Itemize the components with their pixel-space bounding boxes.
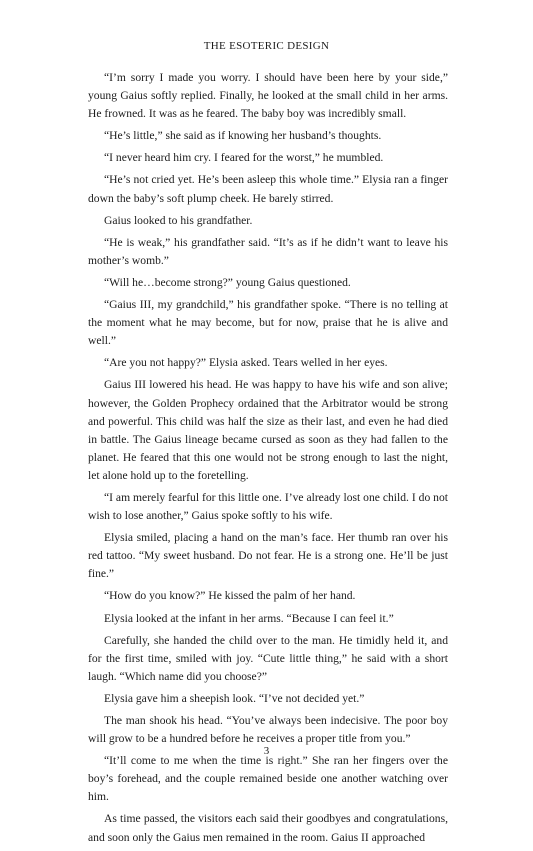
paragraph: “He’s little,” she said as if knowing her husband’s thoughts.	[104, 129, 382, 143]
paragraph: Gaius looked to his grandfather.	[104, 213, 253, 227]
running-head: THE ESOTERIC DESIGN	[203, 40, 330, 52]
paragraph: “How do you know?” He kissed the palm of her hand.	[104, 589, 356, 603]
paragraph: Elysia looked at the infant in her arms. “Because I can feel it.”	[104, 611, 394, 625]
paragraph: “It’ll come to me when the time is right.” She ran her fingers over the boy’s forehead, and the couple remained beside one another watching over him.	[88, 754, 448, 804]
paragraph: The man shook his head. “You’ve always been indecisive. The poor boy will grow to be a hundred before he receives a proper title from you.”	[88, 714, 448, 746]
paragraph: Elysia gave him a sheepish look. “I’ve not decided yet.”	[104, 691, 365, 705]
paragraph: “Will he…become strong?” young Gaius questioned.	[104, 275, 351, 289]
page-number: 3	[263, 745, 270, 757]
paragraph: “Are you not happy?” Elysia asked. Tears welled in her eyes.	[104, 356, 388, 370]
paragraph: “I am merely fearful for this little one. I’ve already lost one child. I do not wish to lose another,” Gaius spoke softly to his wife.	[88, 490, 448, 523]
paragraph: Carefully, she handed the child over to the man. He timidly held it, and for the first time, smiled with joy. “Cute little thing,” he said with a short laugh. “Which name did you choose?”	[88, 633, 448, 683]
paragraph: Elysia smiled, placing a hand on the man’s face. Her thumb ran over his red tattoo. “My sweet husband. Do not fear. He is a strong one. He’ll be just fine.”	[88, 531, 448, 581]
body-text	[88, 69, 448, 851]
paragraph: “Gaius III, my grandchild,” his grandfather spoke. “There is no telling at the moment what he may become, but for now, praise that he is alive and well.”	[88, 298, 448, 348]
paragraph: Gaius III lowered his head. He was happy to have his wife and son alive; however, the Golden Prophecy ordained that the Arbitrator would be strong and powerful. This child was half the size as their last, and even he had died in battle. The Gaius lineage became cursed as soon as they had fallen to the planet. He feared that this one would not be strong enough to last the night, let alone hold up to the foretelling.	[88, 378, 448, 482]
paragraph: “He is weak,” his grandfather said. “It’s as if he didn’t want to leave his mother’s womb.”	[88, 235, 448, 267]
paragraph: As time passed, the visitors each said their goodbyes and congratulations, and soon only the Gaius men remained in the room. Gaius II approached	[88, 812, 448, 844]
paragraph: “He’s not cried yet. He’s been asleep this whole time.” Elysia ran a finger down the baby’s soft plump cheek. He barely stirred.	[88, 173, 448, 205]
paragraph: “I’m sorry I made you worry. I should have been here by your side,” young Gaius softly replied. Finally, he looked at the small child in her arms. He frowned. It was as he feared. The baby boy was incredibly small.	[88, 71, 448, 121]
paragraph: “I never heard him cry. I feared for the worst,” he mumbled.	[104, 151, 384, 165]
